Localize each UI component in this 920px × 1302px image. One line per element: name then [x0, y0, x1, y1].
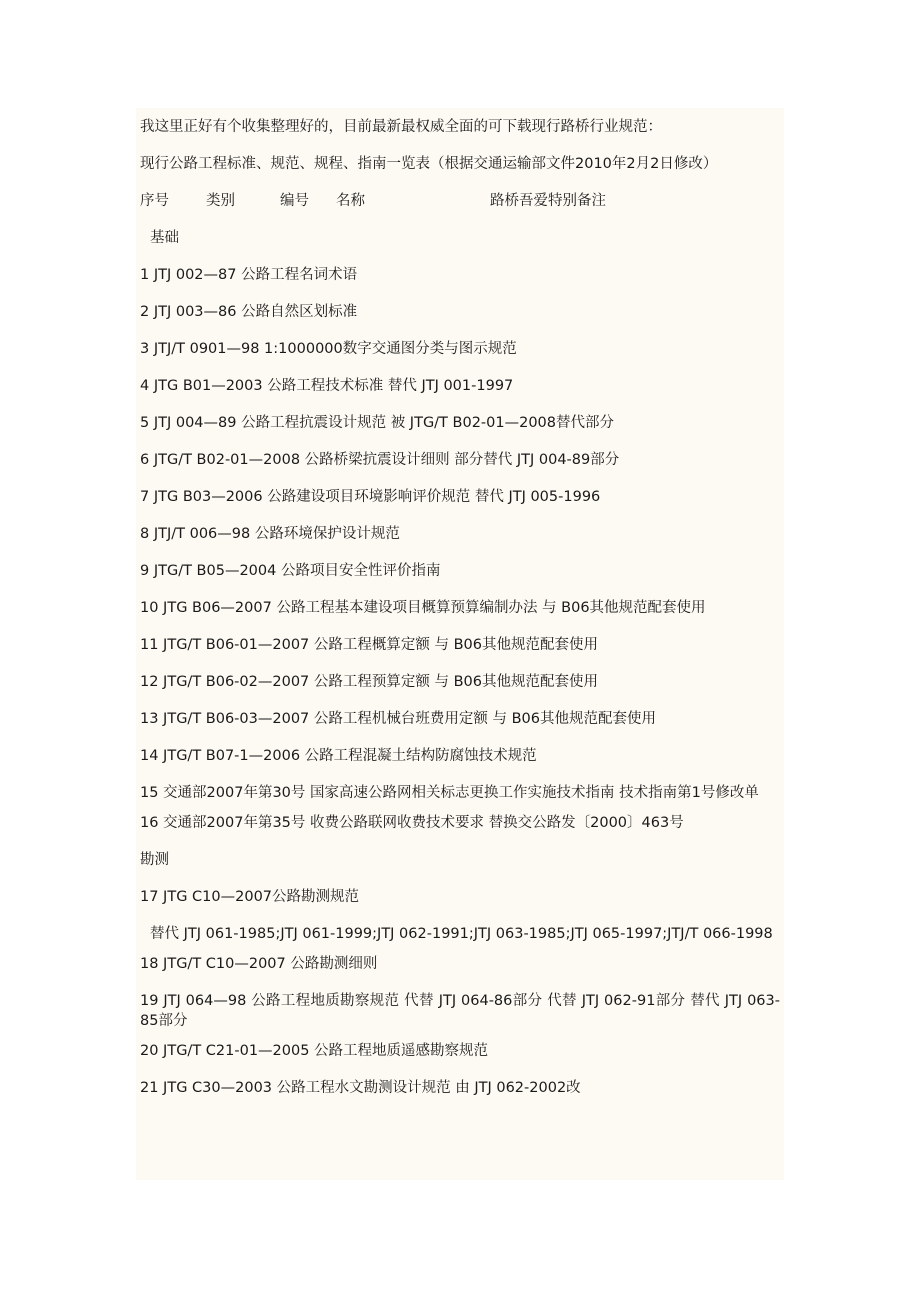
list-item: 18 JTG/T C10—2007 公路勘测细则 [140, 956, 378, 972]
list-item: 21 JTG C30—2003 公路工程水文勘测设计规范 由 JTJ 062-2002改 [140, 1080, 581, 1096]
list-item: 9 JTG/T B05—2004 公路项目安全性评价指南 [140, 563, 441, 579]
list-item: 12 JTG/T B06-02—2007 公路工程预算定额 与 B06其他规范配套使用 [140, 674, 598, 690]
list-item: 4 JTG B01—2003 公路工程技术标准 替代 JTJ 001-1997 [140, 378, 514, 394]
list-item: 5 JTJ 004—89 公路工程抗震设计规范 被 JTG/T B02-01—2008替代部分 [140, 415, 615, 431]
list-item: 14 JTG/T B07-1—2006 公路工程混凝土结构防腐蚀技术规范 [140, 748, 537, 764]
list-item: 16 交通部2007年第35号 收费公路联网收费技术要求 替换交公路发〔2000〕463号 [140, 815, 684, 831]
table-header [140, 191, 780, 211]
header-code: 编号 [280, 193, 309, 209]
header-category: 类别 [206, 193, 235, 209]
section-heading-basic: 基础 [150, 230, 179, 246]
intro-text: 我这里正好有个收集整理好的，目前最新最权威全面的可下载现行路桥行业规范： [140, 119, 662, 135]
header-name: 名称 [336, 193, 365, 209]
section-heading-survey: 勘测 [140, 852, 169, 868]
list-item: 2 JTJ 003—86 公路自然区划标准 [140, 304, 358, 320]
document-title: 现行公路工程标准、规范、规程、指南一览表（根据交通运输部文件2010年2月2日修改） [140, 156, 718, 172]
list-item: 3 JTJ/T 0901—98 1:1000000数字交通图分类与图示规范 [140, 341, 517, 357]
header-no: 序号 [140, 193, 169, 209]
list-item: 1 JTJ 002—87 公路工程名词术语 [140, 267, 358, 283]
list-item: 8 JTJ/T 006—98 公路环境保护设计规范 [140, 526, 400, 542]
list-item: 6 JTG/T B02-01—2008 公路桥梁抗震设计细则 部分替代 JTJ 004-89部分 [140, 452, 620, 468]
header-note: 路桥吾爱特别备注 [490, 193, 606, 209]
list-item: 19 JTJ 064—98 公路工程地质勘察规范 代替 JTJ 064-86部分 代替 JTJ 062-91部分 替代 JTJ 063-85部分 [140, 993, 780, 1029]
list-item: 17 JTG C10—2007公路勘测规范 [140, 889, 360, 905]
document-body [136, 108, 784, 1180]
list-item: 15 交通部2007年第30号 国家高速公路网相关标志更换工作实施技术指南 技术指南第1号修改单 [140, 785, 759, 801]
list-item: 20 JTG/T C21-01—2005 公路工程地质遥感勘察规范 [140, 1043, 489, 1059]
list-item: 7 JTG B03—2006 公路建设项目环境影响评价规范 替代 JTJ 005-1996 [140, 489, 601, 505]
list-item: 10 JTG B06—2007 公路工程基本建设项目概算预算编制办法 与 B06其他规范配套使用 [140, 600, 706, 616]
list-item: 11 JTG/T B06-01—2007 公路工程概算定额 与 B06其他规范配套使用 [140, 637, 598, 653]
list-item: 13 JTG/T B06-03—2007 公路工程机械台班费用定额 与 B06其他规范配套使用 [140, 711, 656, 727]
list-item-note: 替代 JTJ 061-1985;JTJ 061-1999;JTJ 062-1991;JTJ 063-1985;JTJ 065-1997;JTJ/T 066-1998 [150, 926, 773, 942]
